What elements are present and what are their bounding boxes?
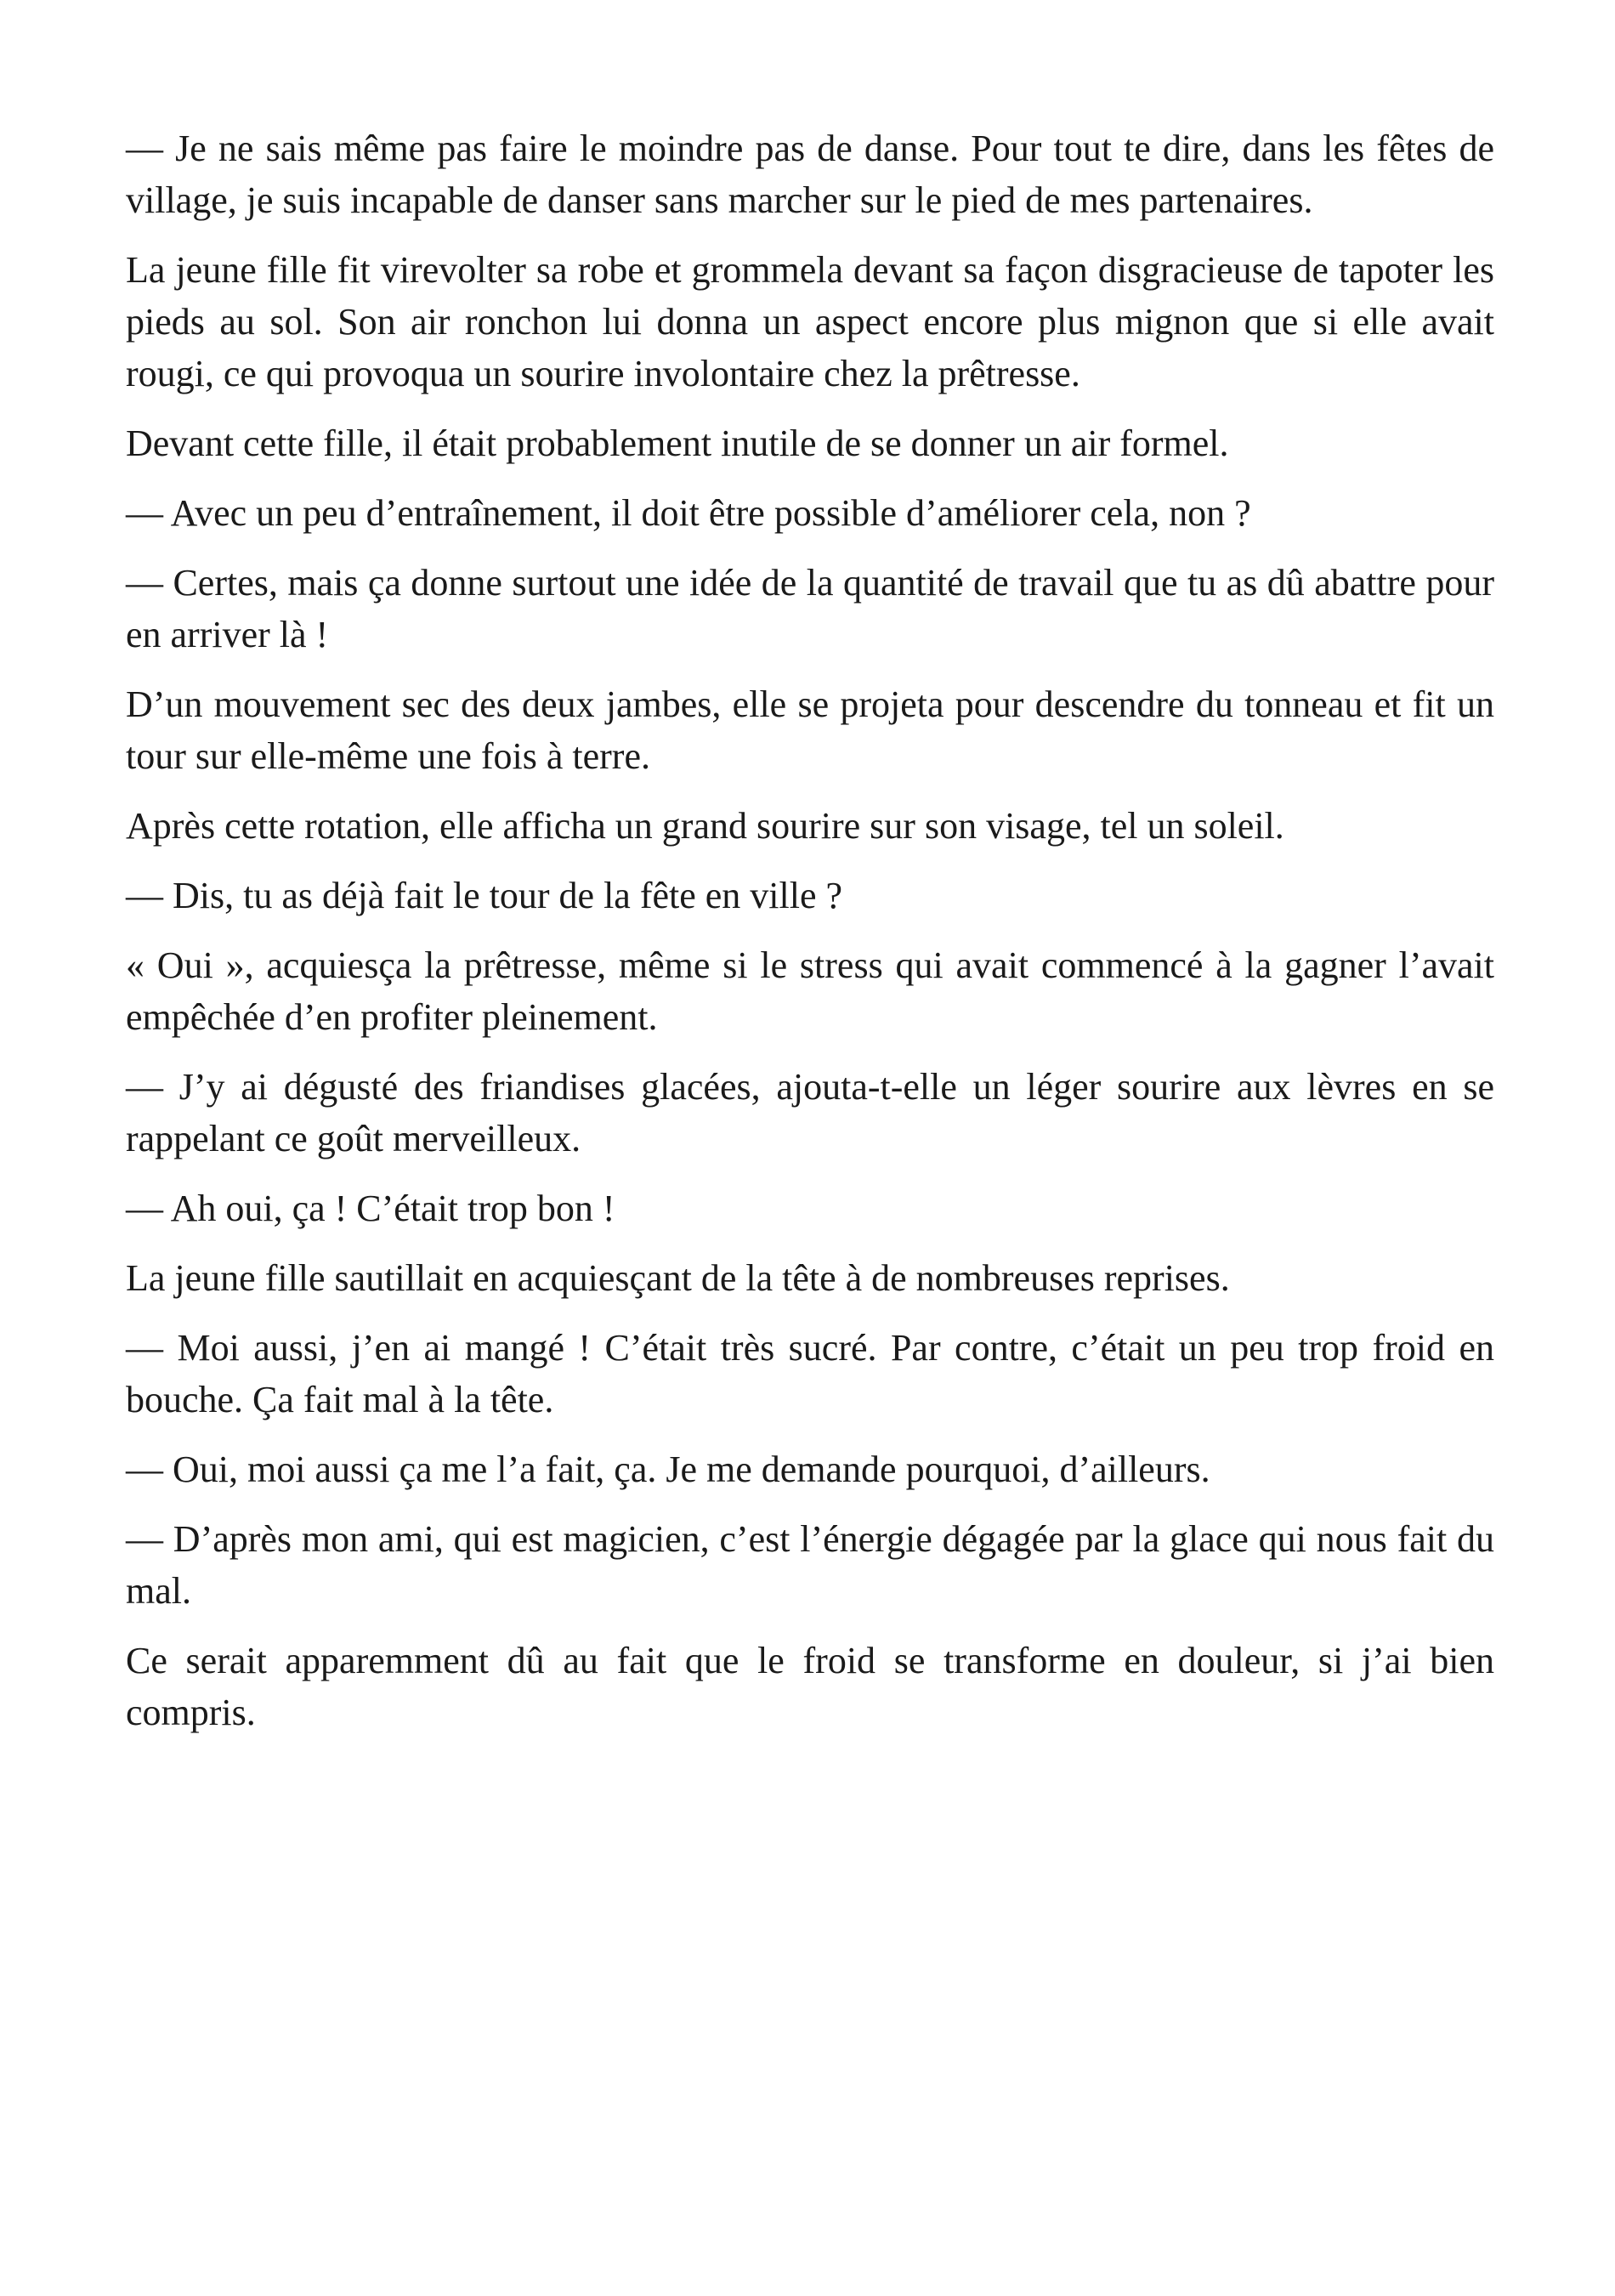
paragraph: — Je ne sais même pas faire le moindre pas de danse. Pour tout te dire, dans les fêtes de village, je suis incapable de danser sans marcher sur le pied de mes partenaires.	[126, 128, 1494, 221]
book-page-body	[126, 122, 1494, 1756]
paragraph: — Avec un peu d’entraînement, il doit être possible d’améliorer cela, non ?	[126, 492, 1251, 534]
paragraph: — Dis, tu as déjà fait le tour de la fête en ville ?	[126, 875, 843, 916]
paragraph: La jeune fille fit virevolter sa robe et grommela devant sa façon disgracieuse de tapoter les pieds au sol. Son air ronchon lui donna un aspect encore plus mignon que si elle avait rougi, ce qui provoqua un sourire involontaire chez la prêtresse.	[126, 249, 1494, 394]
paragraph: — J’y ai dégusté des friandises glacées, ajouta-t-elle un léger sourire aux lèvres en se rappelant ce goût merveilleux.	[126, 1066, 1494, 1159]
paragraph: — D’après mon ami, qui est magicien, c’est l’énergie dégagée par la glace qui nous fait du mal.	[126, 1518, 1494, 1612]
paragraph: — Moi aussi, j’en ai mangé ! C’était très sucré. Par contre, c’était un peu trop froid en bouche. Ça fait mal à la tête.	[126, 1327, 1494, 1420]
paragraph: — Ah oui, ça ! C’était trop bon !	[126, 1188, 615, 1229]
paragraph: Ce serait apparemment dû au fait que le froid se transforme en douleur, si j’ai bien compris.	[126, 1640, 1494, 1733]
paragraph: — Oui, moi aussi ça me l’a fait, ça. Je me demande pourquoi, d’ailleurs.	[126, 1448, 1210, 1490]
paragraph: Devant cette fille, il était probablement inutile de se donner un air formel.	[126, 422, 1229, 464]
paragraph: Après cette rotation, elle afficha un grand sourire sur son visage, tel un soleil.	[126, 805, 1284, 847]
paragraph: « Oui », acquiesça la prêtresse, même si le stress qui avait commencé à la gagner l’avait empêchée d’en profiter pleinement.	[126, 944, 1494, 1038]
paragraph: — Certes, mais ça donne surtout une idée de la quantité de travail que tu as dû abattre pour en arriver là !	[126, 562, 1494, 655]
paragraph: La jeune fille sautillait en acquiesçant de la tête à de nombreuses reprises.	[126, 1257, 1230, 1299]
paragraph: D’un mouvement sec des deux jambes, elle se projeta pour descendre du tonneau et fit un tour sur elle-même une fois à terre.	[126, 683, 1494, 777]
